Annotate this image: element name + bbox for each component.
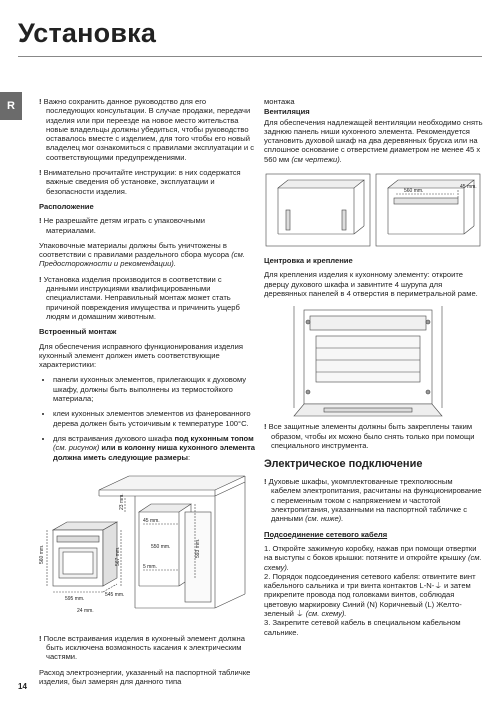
heading-centering: Центровка и крепление (264, 256, 353, 266)
paragraph-energy: Расход электроэнергии, указанный на паспортной табличке изделия, был замерян для данного типа (39, 667, 251, 686)
paragraph-centering: Для крепления изделия к кухонному элементу: откроите дверцу духового шкафа и завинтите 4 шурупа для деревянных панелей в 4 отверстия в периметральной раме. (264, 270, 478, 298)
step-3: 3. Закрепите сетевой кабель в специальном кабельном сальнике. (264, 618, 461, 637)
dimension-label: 45 mm. (460, 184, 477, 191)
dimension-label: 545 mm. (105, 591, 125, 598)
dimension-label: 560 mm. (404, 188, 424, 195)
dimension-label: 23 mm. (119, 493, 125, 510)
dimension-label: 5 mm. (143, 563, 157, 570)
step-2: 2. Порядок подсоединения сетевого кабеля: отвинтите винт кабельного сальника и три винта контактов L-N-⏚ и затем прикрепите провода под головками винтов, соблюдая цветовую маркировку Синий (N) Коричневый (L) Желто-зеленый ⏚ (см. схему). (264, 571, 476, 619)
step-1: 1. Откройте зажимную коробку, нажав при помощи отвертки на выступы с боков крышки: потяните и откройте крышку (см. схему). (264, 543, 482, 572)
oven-front-figure (264, 304, 484, 422)
paragraph-children-warning: ! Не разрешайте детям играть с упаковочными материалами. (39, 216, 205, 235)
right-column (264, 97, 484, 643)
paragraph-protection: ! Все защитные элементы должны быть закреплены таким образом, чтобы их можно было снять только при помощи специального инструмента. (264, 422, 475, 450)
page-title: Установка (18, 18, 157, 48)
requirements-list (39, 375, 255, 461)
title-divider (18, 56, 482, 57)
language-tab: R (0, 92, 22, 120)
heading-placement: Расположение (39, 201, 94, 211)
paragraph-read-instructions: ! Внимательно прочитайте инструкции: в них содержатся важные сведения об установке, эксплуатации и безопасности изделия. (39, 168, 241, 196)
paragraph-keep-manual: ! Важно сохранить данное руководство для его последующих консультации. В случае продажи, передачи изделия или при переезде на новое место жительства новые владельцы должны убедиться, чтобы руководство оставалось вместе с изделием, для того чтобы его новый владелец мог ознакомиться с правилами эксплуатации и с соответствующими предупреждениями. (39, 97, 255, 162)
paragraph-electrical: ! Духовые шкафы, укомплектованные трехполюсным кабелем электропитания, расчитаны на функционирование с переменным током с напряжением и частотой электропитания, указанными на паспортной табличке с данными (см. ниже). (264, 477, 482, 524)
dimension-label: 45 mm. (143, 517, 160, 524)
page-number: 14 (18, 682, 27, 691)
paragraph-ventilation: Для обеспечения надлежащей вентиляции необходимо снять заднюю панель ниши кухонного элемента. Рекомендуется установить духовой шкаф на два деревянных бруска или на сплошное основание с отверстием диаметром не менее 45 x 560 мм (см чертежи). (264, 117, 483, 164)
dimension-label: 593 mm. (195, 538, 201, 558)
built-in-dimensions-figure (39, 468, 255, 634)
list-item: • клеи кухонных элементов элементов из фанерованного дерева должен быть устоичивым к температуре 100°C. (53, 409, 255, 428)
ventilation-figure (264, 170, 484, 250)
dimension-label: 567 mm. (115, 546, 121, 566)
paragraph-continuation: монтажа (264, 97, 295, 106)
paragraph-installation-qualified: ! Установка изделия производится в соответствии с данными инструкциями квалифицированными специалистами. Неправильный монтаж может стать причиной повреждения имущества и причинить ущерб людям и домашним животным. (39, 274, 240, 321)
paragraph-packaging: Упаковочные материалы должны быть уничтожены в соответствии с правилами раздельного сбора мусора (см. Предосторожности и рекомендации). (39, 240, 245, 269)
dimension-label: 560 mm. (39, 544, 45, 564)
heading-ventilation: Вентиляция (264, 107, 310, 117)
dimension-label: 595 mm. (65, 595, 85, 602)
paragraph-requirements: Для обеспечения исправного функционирования изделия кухонный элемент должен иметь соответствующие характеристики: (39, 341, 243, 370)
ground-icon: ⏚ (296, 609, 304, 619)
heading-cable-connection: Подсоединение сетевого кабеля (264, 529, 388, 539)
ground-icon: ⏚ (434, 581, 442, 591)
paragraph-electrical-parts: ! После встраивания изделия в кухонный элемент должна быть исключена возможность касания к электрическим частями. (39, 633, 245, 662)
dimension-label: 24 mm. (77, 607, 94, 614)
dimension-label: 550 mm. (151, 543, 171, 550)
list-item: • для встраивания духового шкафа под кухонным топом (см. рисунок) или в колонну ниша кухонного элемента должна иметь следующие размеры: (53, 434, 255, 462)
heading-electrical: Электрическое подключение (264, 458, 423, 471)
left-column (39, 97, 255, 692)
heading-built-in: Встроенный монтаж (39, 327, 117, 337)
list-item: • панели кухонных элементов, прилегающих к духовому шкафу, должны быть выполнены из термостойкого материала; (53, 375, 255, 403)
